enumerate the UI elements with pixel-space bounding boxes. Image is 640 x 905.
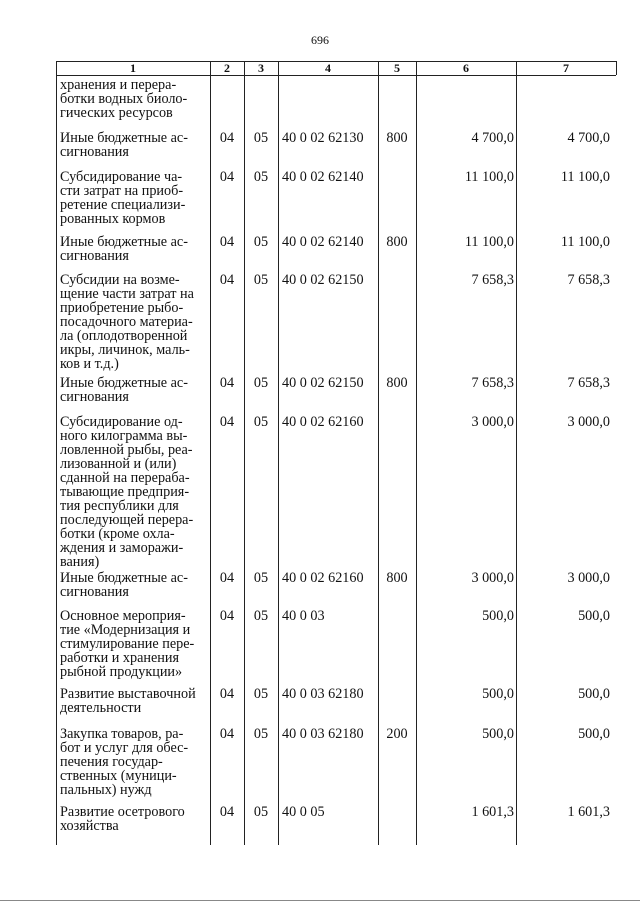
table-cell-amount-b: 500,0 — [578, 686, 610, 702]
table-cell-name: Развитие осетрового хозяйства — [60, 804, 185, 834]
table-cell-name: Закупка товаров, ра- бот и услуг для обес- печения государ- ственных (муници- пальных) нужд — [60, 726, 189, 798]
column-header-4: 4 — [325, 61, 331, 75]
page-number: 696 — [311, 33, 329, 47]
table-cell-amount-b: 7 658,3 — [567, 375, 610, 391]
table-cell-amount-b: 1 601,3 — [567, 804, 610, 820]
table-cell-amount-a: 4 700,0 — [471, 130, 514, 146]
table-cell-amount-b: 4 700,0 — [567, 130, 610, 146]
table-cell-subsection: 05 — [253, 686, 269, 702]
table-cell-section: 04 — [219, 726, 235, 742]
table-cell-section: 04 — [219, 686, 235, 702]
column-header-6: 6 — [463, 61, 469, 75]
table-cell-code: 40 0 05 — [282, 804, 325, 820]
column-rule — [210, 61, 211, 845]
table-cell-code: 40 0 02 62150 — [282, 272, 364, 288]
table-cell-subsection: 05 — [253, 414, 269, 430]
table-cell-amount-a: 1 601,3 — [471, 804, 514, 820]
table-cell-amount-a: 7 658,3 — [471, 375, 514, 391]
table-cell-subsection: 05 — [253, 130, 269, 146]
column-rule — [56, 61, 57, 845]
table-cell-subsection: 05 — [253, 608, 269, 624]
table-cell-section: 04 — [219, 570, 235, 586]
table-cell-subsection: 05 — [253, 169, 269, 185]
column-rule — [616, 61, 617, 75]
table-cell-amount-b: 3 000,0 — [567, 570, 610, 586]
table-cell-amount-a: 11 100,0 — [464, 169, 514, 185]
table-cell-name: Иные бюджетные ас- сигнования — [60, 234, 188, 264]
table-cell-name: Субсидирование од- ного килограмма вы- ловленной рыбы, реа- лизованной и (или) сданной на перераба- тывающие предприя- тия республики для последующей перера- ботки (кроме охла- ждения и заморажи- вания) — [60, 414, 194, 570]
table-cell-code: 40 0 02 62140 — [282, 234, 364, 250]
table-cell-subsection: 05 — [253, 726, 269, 742]
table-cell-section: 04 — [219, 130, 235, 146]
table-cell-type: 800 — [386, 234, 408, 250]
table-cell-subsection: 05 — [253, 234, 269, 250]
table-cell-section: 04 — [219, 272, 235, 288]
table-cell-name: Иные бюджетные ас- сигнования — [60, 375, 188, 405]
table-cell-section: 04 — [219, 169, 235, 185]
table-cell-amount-a: 7 658,3 — [471, 272, 514, 288]
table-cell-type: 800 — [386, 375, 408, 391]
table-cell-amount-b: 500,0 — [578, 726, 610, 742]
table-cell-subsection: 05 — [253, 570, 269, 586]
table-cell-name: Развитие выставочной деятельности — [60, 686, 196, 716]
table-cell-amount-a: 3 000,0 — [471, 570, 514, 586]
table-cell-amount-a: 3 000,0 — [471, 414, 514, 430]
table-cell-subsection: 05 — [253, 804, 269, 820]
table-cell-type: 800 — [386, 130, 408, 146]
table-cell-code: 40 0 02 62160 — [282, 570, 364, 586]
table-cell-name: Иные бюджетные ас- сигнования — [60, 130, 188, 160]
table-cell-code: 40 0 02 62160 — [282, 414, 364, 430]
column-header-5: 5 — [394, 61, 400, 75]
table-cell-section: 04 — [219, 414, 235, 430]
table-cell-amount-a: 500,0 — [482, 686, 514, 702]
table-cell-subsection: 05 — [253, 375, 269, 391]
table-cell-name: Субсидии на возме- щение части затрат на приобретение рыбо- посадочного материа- ла (оплодотворенной икры, личинок, маль- ков и т.д.) — [60, 272, 194, 372]
table-cell-code: 40 0 02 62130 — [282, 130, 364, 146]
table-cell-amount-b: 3 000,0 — [567, 414, 610, 430]
table-cell-section: 04 — [219, 804, 235, 820]
column-header-7: 7 — [563, 61, 569, 75]
table-cell-name: Основное мероприя- тие «Модернизация и стимулирование пере- работки и хранения рыбной продукции» — [60, 608, 195, 680]
column-rule — [244, 61, 245, 845]
table-cell-subsection: 05 — [253, 272, 269, 288]
column-header-3: 3 — [258, 61, 264, 75]
table-cell-code: 40 0 02 62140 — [282, 169, 364, 185]
table-cell-code: 40 0 03 62180 — [282, 726, 364, 742]
table-cell-amount-a: 11 100,0 — [464, 234, 514, 250]
table-cell-amount-b: 500,0 — [578, 608, 610, 624]
table-cell-code: 40 0 02 62150 — [282, 375, 364, 391]
table-header-rule — [56, 75, 616, 76]
table-cell-type: 200 — [386, 726, 408, 742]
column-header-2: 2 — [224, 61, 230, 75]
column-header-1: 1 — [130, 61, 136, 75]
table-cell-amount-b: 11 100,0 — [560, 169, 610, 185]
table-cell-name: хранения и перера- ботки водных биоло- гических ресурсов — [60, 77, 188, 121]
table-cell-section: 04 — [219, 375, 235, 391]
table-cell-amount-a: 500,0 — [482, 608, 514, 624]
table-cell-code: 40 0 03 — [282, 608, 325, 624]
table-cell-name: Иные бюджетные ас- сигнования — [60, 570, 188, 600]
table-cell-amount-b: 7 658,3 — [567, 272, 610, 288]
table-cell-code: 40 0 03 62180 — [282, 686, 364, 702]
table-cell-section: 04 — [219, 234, 235, 250]
table-cell-amount-b: 11 100,0 — [560, 234, 610, 250]
table-cell-name: Субсидирование ча- сти затрат на приоб- ретение специализи- рованных кормов — [60, 169, 186, 227]
table-cell-amount-a: 500,0 — [482, 726, 514, 742]
table-cell-section: 04 — [219, 608, 235, 624]
page-bottom-rule — [0, 900, 640, 901]
column-rule — [278, 61, 279, 845]
table-cell-type: 800 — [386, 570, 408, 586]
